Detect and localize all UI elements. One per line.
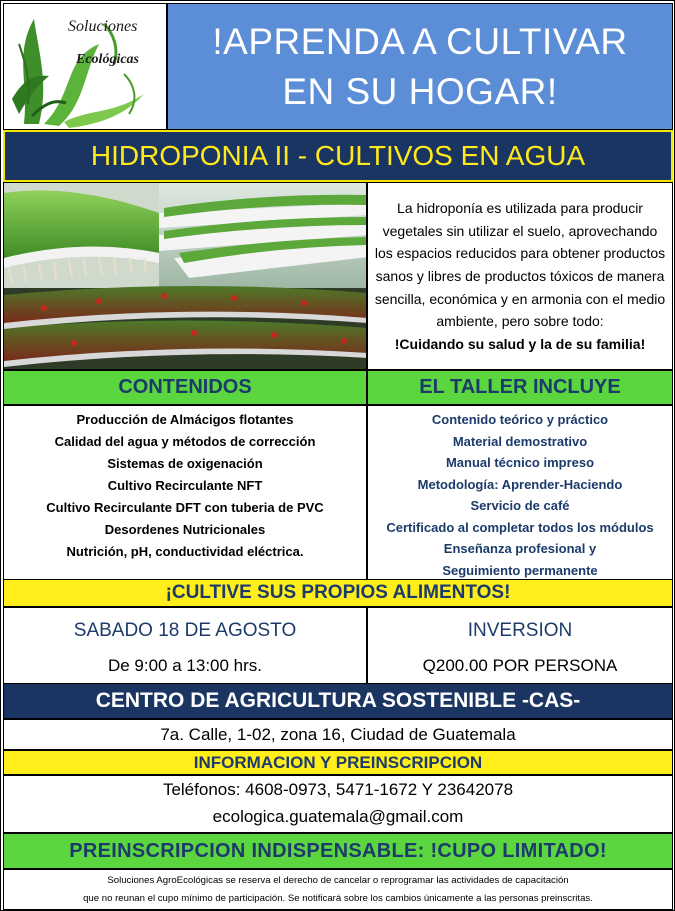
list-item: Sistemas de oxigenación	[107, 456, 263, 471]
title-banner	[167, 3, 673, 130]
cultive-banner	[3, 579, 673, 607]
investment-box	[367, 607, 673, 684]
intro-highlight: !Cuidando su salud y la de su familia!	[394, 335, 646, 352]
address-box	[3, 719, 673, 750]
list-item: Manual técnico impreso	[445, 455, 595, 470]
taller-heading	[367, 370, 673, 405]
list-item: Servicio de café	[470, 498, 570, 513]
subtitle: HIDROPONIA II - CULTIVOS EN AGUA	[90, 140, 586, 171]
list-item: Certificado al completar todos los módulos	[386, 519, 654, 535]
preinscripcion-text: PREINSCRIPCION INDISPENSABLE: !CUPO LIMITADO!	[69, 839, 607, 862]
schedule-box	[3, 607, 367, 684]
subtitle-banner	[3, 130, 673, 182]
disclaimer	[3, 869, 673, 910]
event-date: SABADO 18 DE AGOSTO	[73, 620, 297, 641]
venue-name: CENTRO DE AGRICULTURA SOSTENIBLE -CAS-	[95, 689, 581, 712]
logo-line1: Soluciones	[68, 18, 138, 35]
intro-text-box	[367, 182, 673, 370]
info-banner	[3, 750, 673, 775]
contact-box	[3, 775, 673, 833]
contenidos-heading-text: CONTENIDOS	[118, 376, 252, 398]
list-item: Producción de Almácigos flotantes	[76, 412, 294, 427]
info-heading: INFORMACION Y PREINSCRIPCION	[193, 752, 483, 772]
contenidos-list	[3, 405, 367, 580]
title-line2: EN SU HOGAR!	[282, 70, 558, 112]
hydroponics-photo-image	[4, 183, 367, 370]
investment-price: Q200.00 POR PERSONA	[422, 656, 618, 675]
venue-banner	[3, 683, 673, 719]
logo	[3, 3, 167, 130]
list-item: Cultivo Recirculante DFT con tuberia de PVC	[46, 500, 324, 515]
disclaimer-line1: Soluciones AgroEcológicas se reserva el derecho de cancelar o reprogramar las actividades de capacitación	[107, 875, 569, 886]
disclaimer-line2: que no reunan el cupo mínimo de participación. Se notificará sobre los cambios únicamente a las personas preinscritas.	[83, 893, 593, 904]
list-item: Contenido teórico y práctico	[431, 412, 609, 427]
contenidos-heading	[3, 370, 367, 405]
preinscripcion-banner	[3, 833, 673, 869]
list-item: Seguimiento permanente	[442, 562, 598, 578]
list-item: Metodología: Aprender-Haciendo	[417, 476, 623, 492]
list-item: Desordenes Nutricionales	[104, 522, 266, 537]
list-item: Cultivo Recirculante NFT	[107, 478, 263, 493]
phone-numbers: Teléfonos: 4608-0973, 5471-1672 Y 23642078	[162, 780, 514, 799]
list-item: Enseñanza profesional y	[443, 541, 597, 556]
investment-label: INVERSION	[467, 620, 573, 641]
cultive-text: ¡CULTIVE SUS PROPIOS ALIMENTOS!	[165, 582, 511, 603]
hydroponics-photos	[3, 182, 367, 370]
logo-line2: Agro	[42, 50, 72, 66]
intro-text: La hidroponía es utilizada para producir vegetales sin utilizar el suelo, aprovechando los espacios reducidos para obtener productos sanos y libres de productos tóxicos de manera sencilla, económica y en armonia con el medio ambiente, pero sobre todo:	[374, 200, 666, 330]
title-line1: !APRENDA A CULTIVAR	[212, 20, 628, 62]
list-item: Nutrición, pH, conductividad eléctrica.	[66, 544, 304, 559]
taller-heading-text: EL TALLER INCLUYE	[419, 376, 621, 398]
event-time: De 9:00 a 13:00 hrs.	[107, 656, 263, 675]
logo-line3: Ecológicas	[76, 52, 139, 67]
list-item: Material demostrativo	[452, 433, 588, 449]
list-item: Calidad del agua y métodos de corrección	[54, 434, 316, 449]
taller-list	[367, 405, 673, 580]
email-address: ecologica.guatemala@gmail.com	[212, 807, 464, 826]
venue-address: 7a. Calle, 1-02, zona 16, Ciudad de Guatemala	[160, 724, 516, 744]
